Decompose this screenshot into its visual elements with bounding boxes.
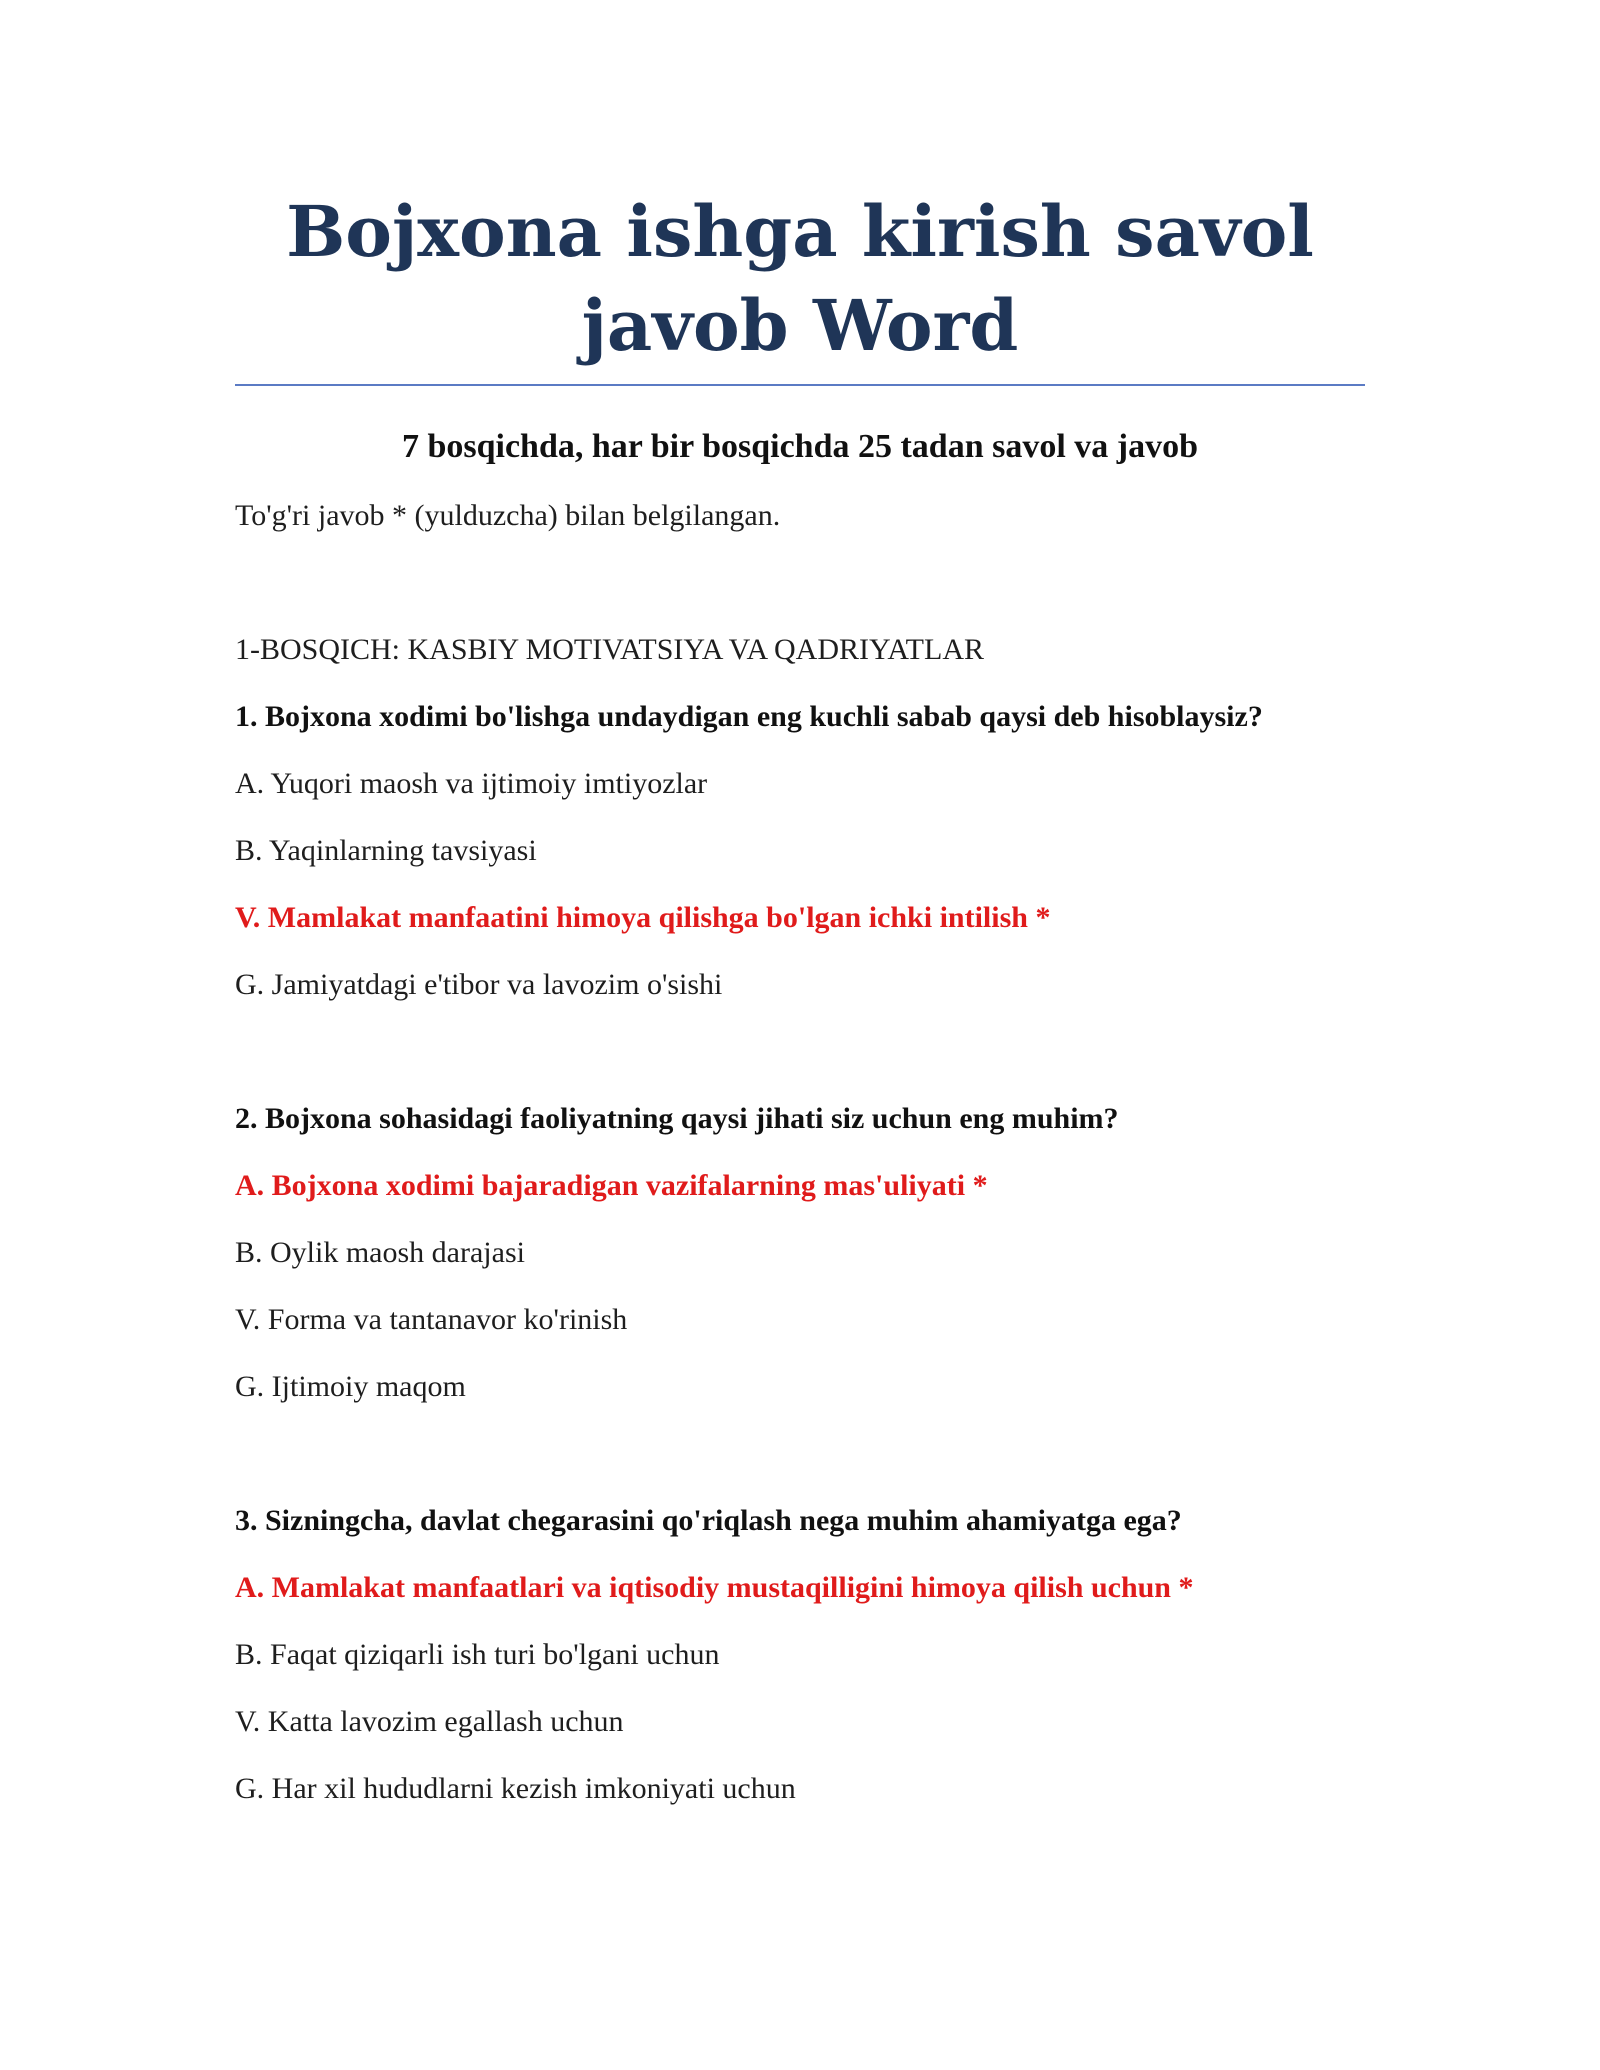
question-2-option-a-correct: A. Bojxona xodimi bajaradigan vazifalarning mas'uliyati * <box>235 1169 988 1202</box>
document-title-line1: Bojxona ishga kirish savol <box>286 190 1314 273</box>
question-2-option-v: V. Forma va tantanavor ko'rinish <box>235 1303 628 1336</box>
question-1-option-g: G. Jamiyatdagi e'tibor va lavozim o'sishi <box>235 968 723 1001</box>
question-2: 2. Bojxona sohasidagi faoliyatning qaysi jihati siz uchun eng muhim? <box>235 1102 1119 1135</box>
question-1-option-b: B. Yaqinlarning tavsiyasi <box>235 834 537 867</box>
question-3-option-g: G. Har xil hududlarni kezish imkoniyati uchun <box>235 1772 796 1805</box>
question-3-option-b: B. Faqat qiziqarli ish turi bo'lgani uchun <box>235 1638 720 1671</box>
document-subtitle: 7 bosqichda, har bir bosqichda 25 tadan savol va javob <box>401 428 1199 465</box>
question-1-option-a: A. Yuqori maosh va ijtimoiy imtiyozlar <box>235 767 708 800</box>
question-2-option-g: G. Ijtimoiy maqom <box>235 1370 466 1403</box>
question-3: 3. Sizningcha, davlat chegarasini qo'riqlash nega muhim ahamiyatga ega? <box>235 1504 1182 1537</box>
question-1: 1. Bojxona xodimi bo'lishga undaydigan eng kuchli sabab qaysi deb hisoblaysiz? <box>235 700 1263 733</box>
question-1-option-v-correct: V. Mamlakat manfaatini himoya qilishga bo'lgan ichki intilish * <box>235 901 1051 934</box>
document-title-line2: javob Word <box>581 284 1019 367</box>
question-2-option-b: B. Oylik maosh darajasi <box>235 1236 525 1269</box>
section-heading: 1-BOSQICH: KASBIY MOTIVATSIYA VA QADRIYATLAR <box>235 633 984 666</box>
document-title <box>235 185 1365 373</box>
question-3-option-a-correct: A. Mamlakat manfaatlari va iqtisodiy mustaqilligini himoya qilish uchun * <box>235 1571 1194 1604</box>
question-3-option-v: V. Katta lavozim egallash uchun <box>235 1705 624 1738</box>
title-divider <box>235 384 1365 386</box>
answer-key-note: To'g'ri javob * (yulduzcha) bilan belgilangan. <box>235 499 781 532</box>
